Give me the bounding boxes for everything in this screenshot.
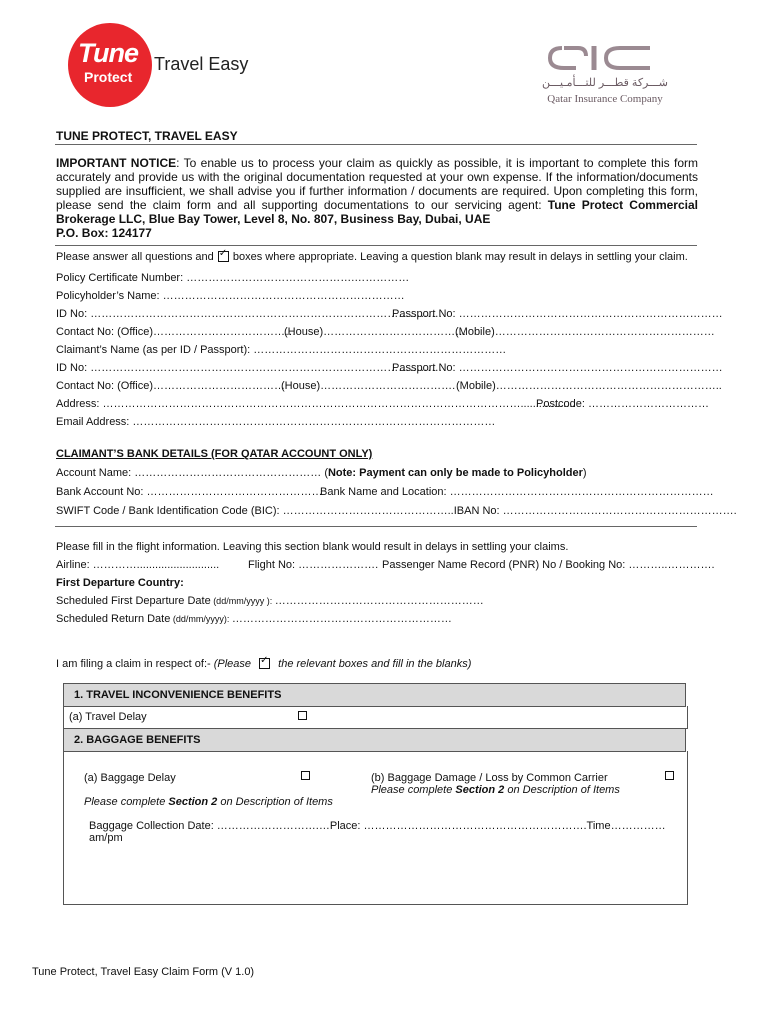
bank-divider [55, 526, 697, 527]
form-footer: Tune Protect, Travel Easy Claim Form (V 1.0) [32, 966, 255, 978]
baggage-damage-label: (b) Baggage Damage / Loss by Common Carrier [371, 772, 608, 784]
qic-english-name: Qatar Insurance Company [547, 93, 663, 105]
answer-instructions [56, 251, 688, 263]
logo-tune-word: Tune [78, 38, 139, 68]
baggage-delay-note-a: Please complete [84, 796, 169, 808]
logo-protect-word: Protect [84, 69, 133, 85]
baggage-delay-checkbox[interactable] [301, 771, 310, 780]
scheduled-return-field[interactable] [56, 613, 452, 625]
note-close: ) [582, 467, 587, 479]
po-box: P.O. Box: 124177 [56, 226, 152, 240]
baggage-damage-note-a: Please complete [371, 784, 456, 796]
section-1-header [63, 683, 686, 707]
bank-account-no-field[interactable]: Bank Account No: ………………………………………… [56, 486, 323, 498]
baggage-delay-label: (a) Baggage Delay [84, 772, 176, 784]
claim-rest: the relevant boxes and fill in the blanks) [278, 658, 472, 670]
claimant-name-field[interactable]: Claimant’s Name (as per ID / Passport): …………………………………………………………… [56, 344, 507, 356]
title-divider [55, 144, 697, 145]
passport-no-field[interactable]: Passport No: ……………………………………………………………… [392, 308, 723, 320]
servicing-agent: Tune Protect Commercial Brokerage LLC, Blue Bay Tower, Level 8, No. 807, Business Bay, Dubai, UAE [56, 198, 698, 226]
scheduled-departure-field[interactable] [56, 595, 484, 607]
section-2-header [63, 728, 686, 752]
travel-delay-checkbox[interactable] [298, 711, 307, 720]
account-name-row [56, 467, 587, 479]
baggage-delay-note-b: Section 2 [168, 796, 218, 808]
contact-office-field[interactable]: Contact No: (Office)………………………………… [56, 326, 296, 338]
tune-protect-logo [68, 23, 152, 107]
claimant-id-no-field[interactable]: ID No: …………………………………………………………………………………… [56, 362, 443, 374]
flight-no-field[interactable]: Flight No: …………………. [248, 559, 379, 571]
claim-lead-text: I am filing a claim in respect of:- [56, 658, 214, 670]
contact-mobile-field[interactable]: (Mobile)…………………………………………………… [455, 326, 715, 338]
claimant-passport-no-field[interactable]: Passport No: ……………………………………………………………… [392, 362, 723, 374]
claim-please: (Please [213, 658, 252, 670]
notice-text: : To enable us to process your claim as quickly as possible, it is important to complete this form accurately and provide us with the original documentation requested at your own expense. If the information/documents supplied are insufficient, we shall advise you if further information / documents are required. Upon completing this form, please send the claim form and all supporting documentations to our servicing agent: [56, 156, 698, 212]
policy-certificate-field[interactable]: Policy Certificate Number: ……………………………………….…………… [56, 272, 410, 284]
policyholder-name-field[interactable]: Policyholder’s Name: ………………………………………………………… [56, 290, 405, 302]
qic-arabic-name: شـــركة قطـــر للتـــأمـيـــن [541, 77, 669, 89]
instructions-part-a: Please answer all questions and [56, 251, 214, 263]
bank-name-location-field[interactable]: Bank Name and Location: ……………………………………………………………… [320, 486, 714, 498]
bank-details-heading: CLAIMANT’S BANK DETAILS (FOR QATAR ACCOUNT ONLY) [56, 448, 373, 460]
sched-return-label: Scheduled Return Date [56, 613, 171, 625]
baggage-delay-note [84, 796, 333, 808]
baggage-collection-field[interactable]: Baggage Collection Date: ……………………….…Place: …………………………………………………….Time…………… am/pm [89, 820, 666, 844]
section-1-body [63, 706, 688, 729]
baggage-damage-checkbox[interactable] [665, 771, 674, 780]
important-notice [56, 156, 698, 240]
claimant-contact-mobile-field[interactable]: (Mobile)…………………………………………………….. [456, 380, 722, 392]
travel-delay-label: (a) Travel Delay [69, 711, 147, 723]
sched-departure-blank[interactable]: ………………………………………………… [274, 595, 484, 607]
claim-lead [56, 658, 471, 670]
section-2-title: 2. BAGGAGE BENEFITS [74, 734, 201, 746]
sched-return-blank[interactable]: …………………………………………………… [231, 613, 452, 625]
qic-logo-mark [542, 38, 664, 74]
section-2-body [63, 751, 688, 905]
pnr-field[interactable]: Passenger Name Record (PNR) No / Booking No: ………..…………. [382, 559, 715, 571]
baggage-damage-note [371, 784, 620, 796]
ticked-checkbox-icon [259, 658, 270, 669]
ticked-checkbox-icon [218, 251, 229, 262]
postcode-field[interactable]: Postcode: …………………………… [536, 398, 709, 410]
qic-logo [530, 38, 680, 108]
sched-return-format: (dd/mm/yyyy): [170, 614, 232, 624]
baggage-delay-note-c: on Description of Items [217, 796, 333, 808]
id-no-field[interactable]: ID No: …………………………………………………………………………………… [56, 308, 443, 320]
notice-label: IMPORTANT NOTICE [56, 156, 177, 170]
logo-travel-easy: Travel Easy [154, 54, 249, 74]
first-departure-label: First Departure Country: [56, 577, 184, 589]
form-title: TUNE PROTECT, TRAVEL EASY [56, 129, 238, 143]
address-field[interactable]: Address: …………………………………………………………………………………………………….................. [56, 398, 576, 410]
claimant-contact-office-field[interactable]: Contact No: (Office)……………………………… [56, 380, 285, 392]
instructions-part-b: boxes where appropriate. Leaving a question blank may result in delays in settling your claim. [232, 251, 688, 263]
email-field[interactable]: Email Address: ……………………………………………………………………………………… [56, 416, 496, 428]
notice-divider [55, 245, 697, 246]
baggage-damage-note-b: Section 2 [455, 784, 505, 796]
account-name-field[interactable]: Account Name: …………………………………………… ( [56, 467, 328, 479]
payment-note: Note: Payment can only be made to Policyholder [327, 467, 583, 479]
claimant-contact-house-field[interactable]: (House)………………………………. [281, 380, 456, 392]
sched-departure-label: Scheduled First Departure Date [56, 595, 211, 607]
sched-departure-format: (dd/mm/yyyy ): [210, 596, 275, 606]
contact-house-field[interactable]: (House)………………………………… [284, 326, 467, 338]
swift-iban-field[interactable]: SWIFT Code / Bank Identification Code (BIC): ………………………………………..IBAN No: ………………………………………………………. [56, 505, 737, 517]
flight-intro: Please fill in the flight information. Leaving this section blank would result in delays in settling your claims. [56, 541, 569, 553]
baggage-damage-note-c: on Description of Items [504, 784, 620, 796]
airline-field[interactable]: Airline: …………........................... [56, 559, 220, 571]
section-1-title: 1. TRAVEL INCONVENIENCE BENEFITS [74, 689, 282, 701]
